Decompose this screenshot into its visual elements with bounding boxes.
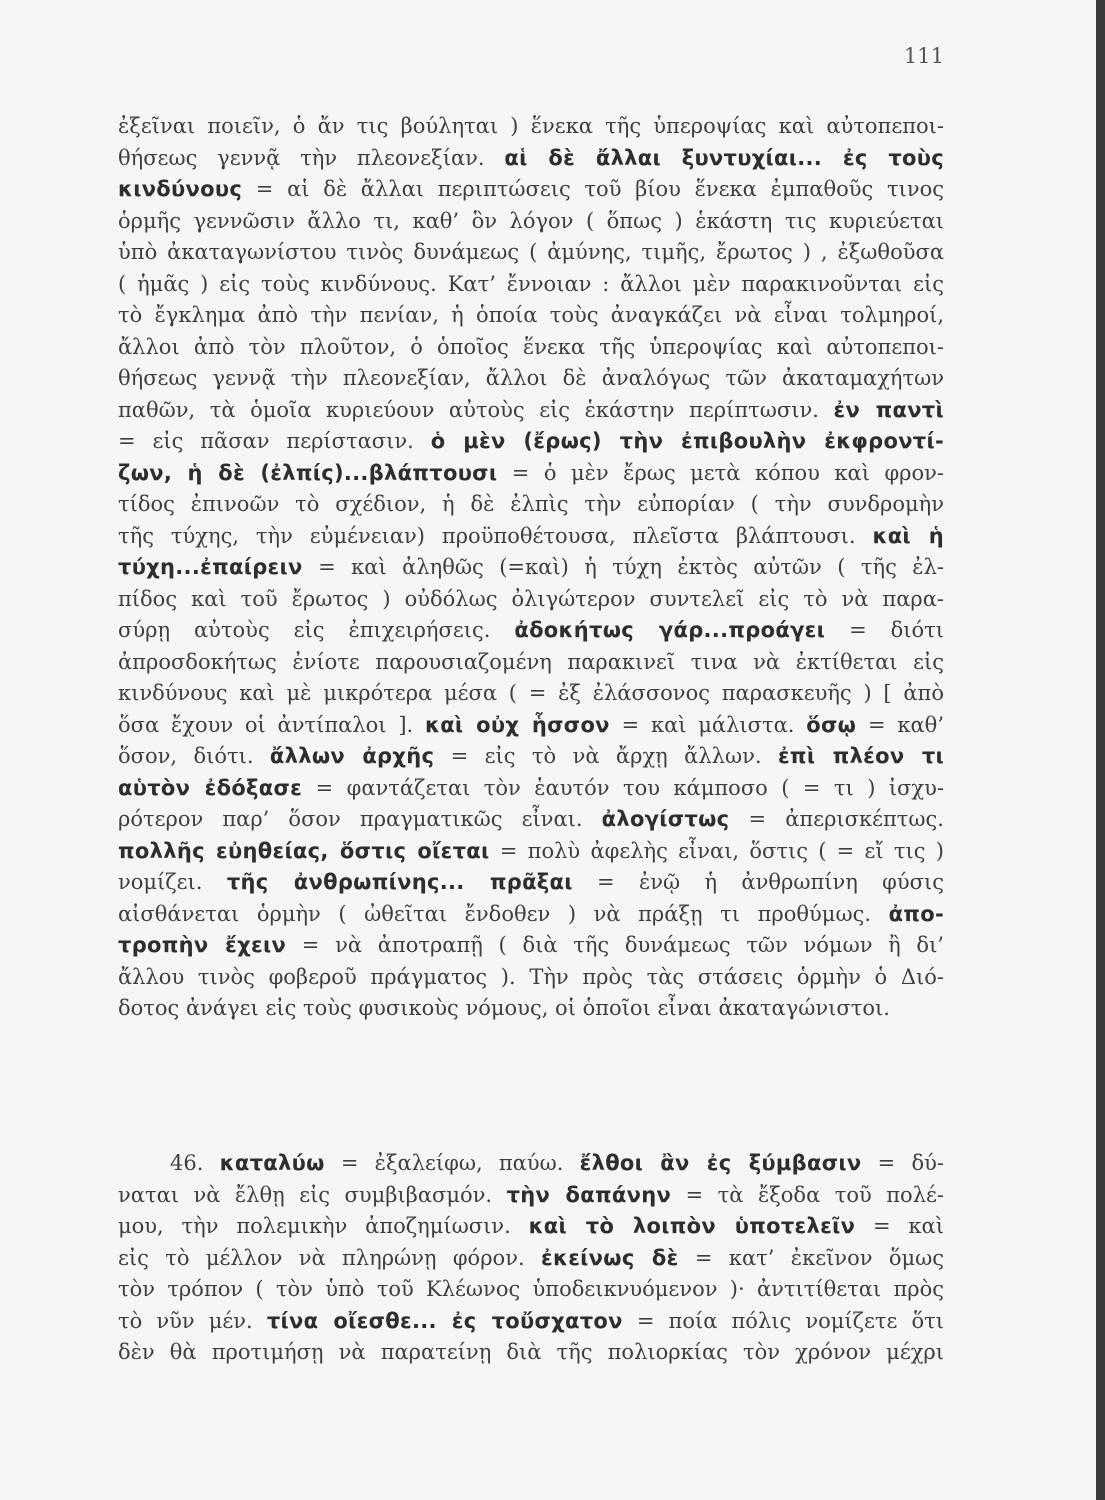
lemma-term: τίνα οἴεσθε... ἐς τοὔσχατον (266, 1308, 623, 1333)
gloss-text: = εἰς τὸ νὰ ἄρχῃ ἄλλων. (434, 744, 778, 768)
gloss-text: = εἰς πᾶσαν περίστασιν. (118, 429, 431, 453)
gloss-text: = καὶ ἀληθῶς (=καὶ) ἡ τύχη ἐκτὸς αὐτῶν ( τῆς ἐλ- (302, 555, 944, 579)
gloss-text: ἀπροσδοκήτως ἐνίοτε παρουσιαζομένη παρακινεῖ τινα νὰ ἐκτίθεται εἰς (118, 649, 944, 674)
lemma-term: ὁ μὲν (ἔρως) τὴν ἐπιβουλὴν ἐκφροντί- (430, 429, 944, 453)
gloss-text: ναται νὰ ἔλθῃ εἰς συμβιβασμόν. (118, 1182, 507, 1207)
lemma-term: καὶ ἡ (872, 523, 944, 548)
gloss-text: = δύ- (861, 1151, 944, 1175)
gloss-text: = πολὺ ἀφελὴς εἶναι, ὅστις ( = εἴ τις ) (489, 838, 944, 863)
gloss-text: σύρῃ αὐτοὺς εἰς ἐπιχειρήσεις. (118, 618, 515, 642)
gloss-text: ρότερον παρ’ ὅσον πραγματικῶς εἶναι. (118, 807, 602, 831)
gloss-text: μου, τὴν πολεμικὴν ἀποζημίωσιν. (118, 1214, 529, 1238)
lemma-term: τύχη...ἐπαίρειν (118, 555, 303, 579)
gloss-text: τῆς τύχης, τὴν εὐμένειαν) προϋποθέτουσα, πλεῖστα βλάπτουσι. (118, 523, 873, 548)
gloss-text: παθῶν, τὰ ὁμοῖα κυριεύουν αὐτοὺς εἰς ἑκάστην περίπτωσιν. (118, 397, 834, 422)
lemma-term: ὅσῳ (806, 712, 857, 737)
gloss-text: ἐξεῖναι ποιεῖν, ὁ ἄν τις βούληται ) ἕνεκα τῆς ὑπεροψίας καὶ αὐτοπεποι- (118, 114, 944, 138)
gloss-text: ὅσα ἔχουν οἱ ἀντίπαλοι ]. (118, 712, 425, 737)
lemma-term: καὶ τὸ λοιπὸν ὑποτελεῖν (528, 1214, 856, 1238)
gloss-text: = καὶ μάλιστα. (609, 712, 807, 737)
gloss-text: = ἐξαλείφω, παύω. (324, 1151, 580, 1175)
gloss-text: τὸν τρόπον ( τὸν ὑπὸ τοῦ Κλέωνος ὑποδεικνυόμενον )· ἀντιτίθεται πρὸς (118, 1277, 944, 1301)
lemma-term: ἔλθοι ἂν ἐς ξύμβασιν (579, 1151, 862, 1175)
lemma-term: ἐκείνως δὲ (540, 1245, 679, 1270)
lemma-term: τὴν δαπάνην (506, 1182, 672, 1207)
gloss-text: ὅσον, διότι. (118, 744, 270, 768)
page-number: 111 (903, 44, 944, 68)
lemma-term: αἱ δὲ ἄλλαι ξυντυχίαι... ἐς τοὺς (504, 145, 944, 170)
gloss-text: = καθ’ (856, 712, 944, 737)
gloss-text: νομίζει. (118, 870, 227, 894)
lemma-term: ἀδοκήτως γάρ...προάγει (514, 618, 826, 642)
gloss-text: δοτος ἀνάγει εἰς τοὺς φυσικοὺς νόμους, οἱ ὁποῖοι εἶναι ἀκαταγώνιστοι. (118, 996, 890, 1020)
lemma-term: ἄλλων ἀρχῆς (269, 744, 435, 768)
gloss-text: πίδος καὶ τοῦ ἔρωτος ) οὐδόλως ὀλιγώτερον συντελεῖ εἰς τὸ νὰ παρα- (118, 586, 944, 611)
gloss-text: τίδος ἐπινοῶν τὸ σχέδιον, ἡ δὲ ἐλπὶς τὴν εὐπορίαν ( τὴν συνδρομὴν (118, 492, 944, 516)
gloss-text: αἰσθάνεται ὁρμὴν ( ὠθεῖται ἔνδοθεν ) νὰ πράξῃ τι προθύμως. (118, 901, 889, 926)
lemma-term: τροπὴν ἔχειν (118, 933, 287, 957)
gloss-text: κινδύνους καὶ μὲ μικρότερα μέσα ( = ἐξ ἐλάσσονος παρασκευῆς ) [ ἀπὸ (118, 681, 944, 705)
gloss-text: ὁρμῆς γεννῶσιν ἄλλο τι, καθ’ ὃν λόγον ( ὅπως ) ἑκάστη τις κυριεύεται (118, 208, 944, 233)
gloss-text: δὲν θὰ προτιμήσῃ νὰ παρατείνῃ διὰ τῆς πολιορκίας τὸν χρόνον μέχρι (118, 1340, 944, 1364)
lemma-term: ζων, ἡ δὲ (ἐλπίς)...βλάπτουσι (118, 460, 498, 485)
gloss-text: ἄλλοι ἀπὸ τὸν πλοῦτον, ὁ ὁποῖος ἕνεκα τῆς ὑπεροψίας καὶ αὐτοπεποι- (118, 334, 944, 359)
gloss-text: = νὰ ἀποτραπῇ ( διὰ τῆς δυνάμεως τῶν νόμων ἢ δι’ (286, 933, 944, 957)
lemma-term: κινδύνους (118, 177, 243, 201)
gloss-text: = τὰ ἔξοδα τοῦ πολέ- (671, 1182, 944, 1207)
gloss-text: 46. (170, 1151, 220, 1175)
text-line (118, 990, 944, 1026)
gloss-text: θήσεως γεννᾷ τὴν πλεονεξίαν. (118, 145, 505, 170)
gloss-text: θήσεως γεννᾷ τὴν πλεονεξίαν, ἄλλοι δὲ ἀναλόγως τῶν ἀκαταμαχήτων (118, 366, 944, 390)
gloss-text: = φαντάζεται τὸν ἑαυτόν του κάμποσο ( = τι ) ἰσχυ- (302, 775, 944, 800)
gloss-text: = ὁ μὲν ἔρως μετὰ κόπου καὶ φρον- (497, 460, 944, 485)
gloss-text: = διότι (825, 618, 944, 642)
gloss-text: = αἱ δὲ ἄλλαι περιπτώσεις τοῦ βίου ἕνεκα ἐμπαθοῦς τινος (242, 177, 944, 201)
lemma-term: ἐν παντὶ (833, 397, 944, 422)
gloss-text: = κατ’ ἐκεῖνον ὅμως (678, 1245, 944, 1270)
lemma-term: ἀλογίστως (601, 807, 730, 831)
gloss-text: = ποία πόλις νομίζετε ὅτι (622, 1308, 944, 1333)
lemma-term: πολλῆς εὐηθείας, ὅστις οἴεται (118, 838, 490, 863)
lemma-term: καὶ οὐχ ἧσσον (424, 712, 610, 737)
lemma-term: αὑτὸν ἐδόξασε (118, 775, 303, 800)
lemma-term: ἐπὶ πλέον τι (777, 744, 945, 768)
text-line (118, 1334, 944, 1370)
gloss-text: = ἐνῷ ἡ ἀνθρωπίνη φύσις (572, 870, 944, 894)
lemma-term: τῆς ἀνθρωπίνης... πρᾶξαι (226, 870, 573, 894)
gloss-text: εἰς τὸ μέλλον νὰ πληρώνῃ φόρον. (118, 1245, 541, 1270)
gloss-text: τὸ νῦν μέν. (118, 1308, 267, 1333)
gloss-text: = ἀπερισκέπτως. (729, 807, 944, 831)
gloss-text: ( ἡμᾶς ) εἰς τοὺς κινδύνους. Κατ’ ἔννοιαν : ἄλλοι μὲν παρακινοῦνται εἰς (118, 271, 944, 296)
scan-edge-shadow (1096, 0, 1105, 1500)
gloss-text: τὸ ἔγκλημα ἀπὸ τὴν πενίαν, ἡ ὁποία τοὺς ἀναγκάζει νὰ εἶναι τολμηροί, (118, 303, 944, 327)
lemma-term: καταλύω (219, 1151, 325, 1175)
gloss-text: ὑπὸ ἀκαταγωνίστου τινὸς δυνάμεως ( ἀμύνης, τιμῆς, ἔρωτος ) , ἐξωθοῦσα (118, 240, 944, 264)
lemma-term: ἀπο- (888, 901, 944, 926)
gloss-text: ἄλλου τινὸς φοβεροῦ πράγματος ). Τὴν πρὸς τὰς στάσεις ὁρμὴν ὁ Διό- (118, 964, 944, 989)
gloss-text: = καὶ (855, 1214, 944, 1238)
